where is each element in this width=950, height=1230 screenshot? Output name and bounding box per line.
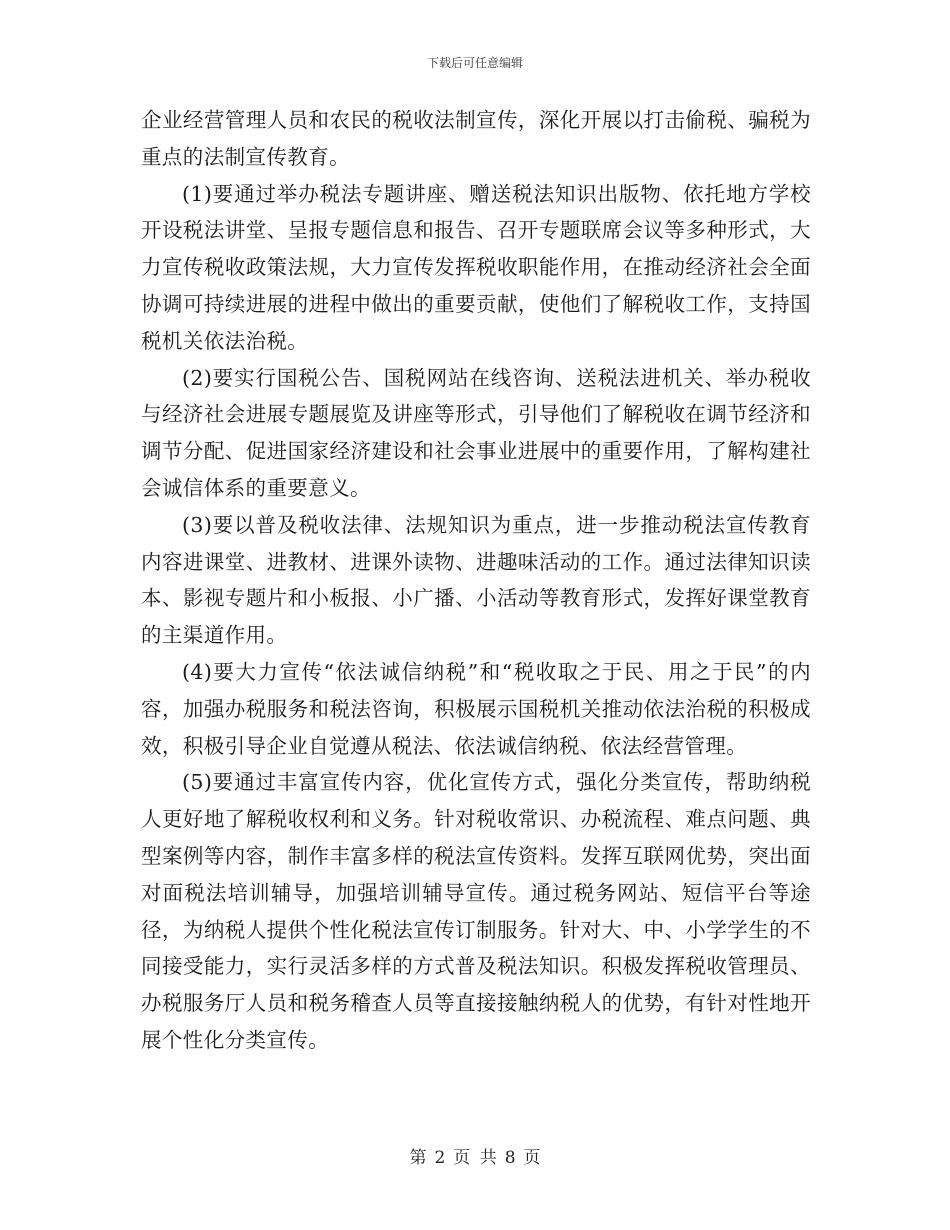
- page-footer: [0, 1143, 950, 1168]
- footer-prefix: 第: [409, 1148, 427, 1168]
- paragraph-continuation: 企业经营管理人员和农民的税收法制宣传，深化开展以打击偷税、骗税为重点的法制宣传教育。: [141, 108, 811, 169]
- document-body: [141, 102, 811, 1059]
- footer-suffix: 页: [523, 1148, 541, 1168]
- paragraph-item-1: (1)要通过举办税法专题讲座、赠送税法知识出版物、依托地方学校开设税法讲堂、呈报专题信息和报告、召开专题联席会议等多种形式，大力宣传税收政策法规，大力宣传发挥税收职能作用，在推动经济社会全面协调可持续进展的进程中做出的重要贡献，使他们了解税收工作，支持国税机关依法治税。: [141, 181, 811, 353]
- paragraph-item-3: (3)要以普及税收法律、法规知识为重点，进一步推动税法宣传教育内容进课堂、进教材、进课外读物、进趣味活动的工作。通过法律知识读本、影视专题片和小板报、小广播、小活动等教育形式，发挥好课堂教育的主渠道作用。: [141, 512, 811, 648]
- current-page-number: 2: [434, 1148, 446, 1168]
- page-header: 下载后可任意编辑: [426, 56, 523, 70]
- footer-middle: 页 共: [453, 1148, 497, 1168]
- paragraph-item-4: (4)要大力宣传“依法诚信纳税”和“税收取之于民、用之于民”的内容，加强办税服务和税法咨询，积极展示国税机关推动依法治税的积极成效，积极引导企业自觉遵从税法、依法诚信纳税、依法经营管理。: [141, 659, 811, 758]
- paragraph-item-5: (5)要通过丰富宣传内容，优化宣传方式，强化分类宣传，帮助纳税人更好地了解税收权利和义务。针对税收常识、办税流程、难点问题、典型案例等内容，制作丰富多样的税法宣传资料。发挥互联网优势，突出面对面税法培训辅导，加强培训辅导宣传。通过税务网站、短信平台等途径，为纳税人提供个性化税法宣传订制服务。针对大、中、小学学生的不同接受能力，实行灵活多样的方式普及税法知识。积极发挥税收管理员、办税服务厅人员和税务稽查人员等直接接触纳税人的优势，有针对性地开展个性化分类宣传。: [141, 770, 811, 1052]
- paragraph-item-2: (2)要实行国税公告、国税网站在线咨询、送税法进机关、举办税收与经济社会进展专题展览及讲座等形式，引导他们了解税收在调节经济和调节分配、促进国家经济建设和社会事业进展中的重要作用，了解构建社会诚信体系的重要意义。: [141, 365, 811, 500]
- total-page-number: 8: [504, 1148, 516, 1168]
